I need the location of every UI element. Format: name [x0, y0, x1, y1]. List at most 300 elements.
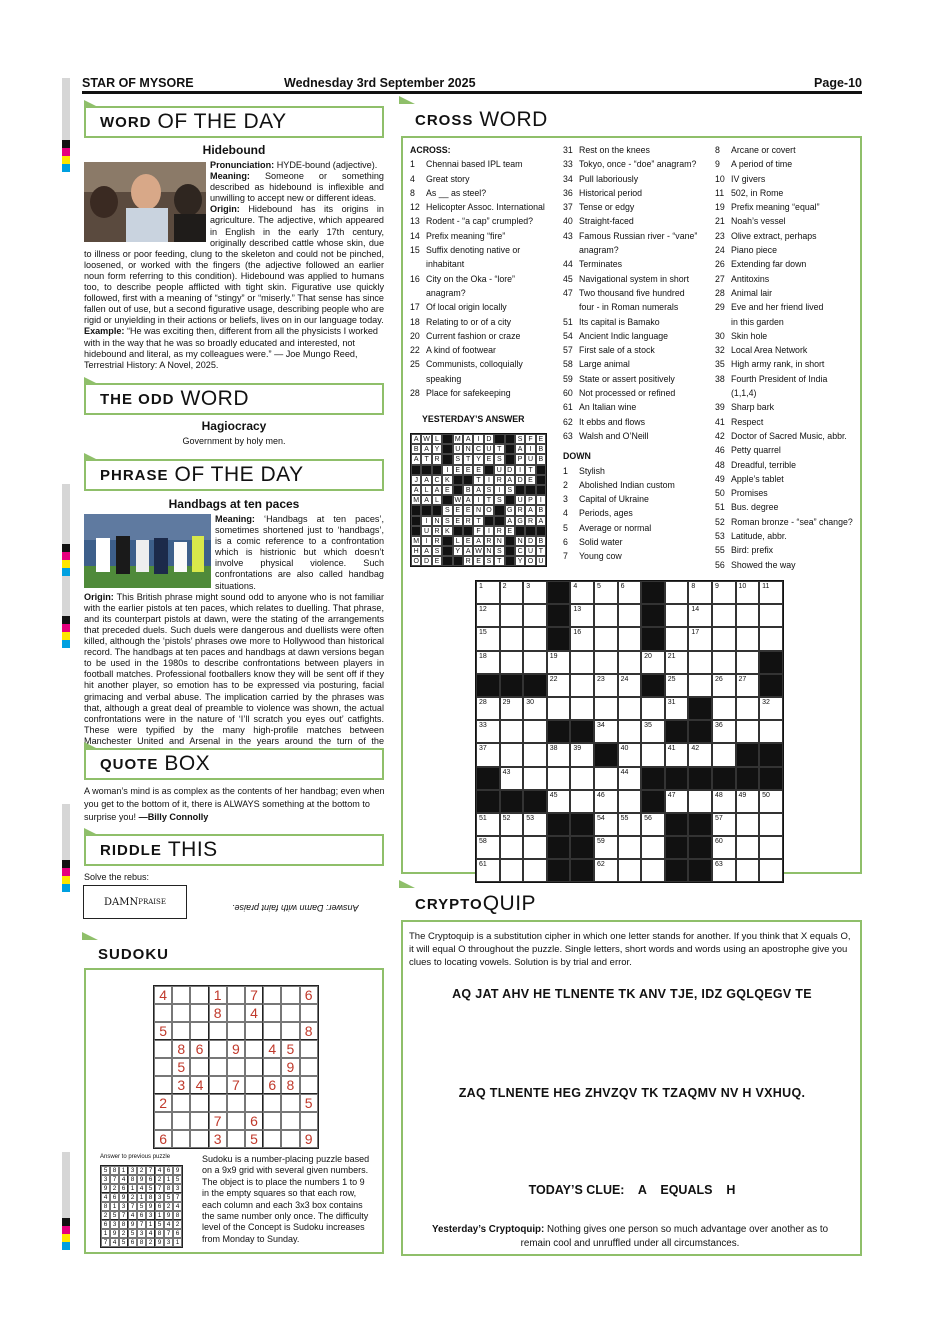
yesterday-cell: D	[515, 475, 525, 485]
crossword-cell[interactable]	[688, 604, 712, 627]
yesterday-cell: T	[463, 454, 473, 464]
sudoku-answer-cell: 1	[164, 1175, 173, 1184]
yesterday-cell	[411, 516, 421, 526]
sudoku-cell[interactable]	[227, 1058, 245, 1076]
crossword-black-cell	[476, 790, 500, 813]
crossword-cell[interactable]	[476, 604, 500, 627]
crossword-cell[interactable]	[736, 720, 760, 743]
crossword-cell[interactable]	[476, 627, 500, 650]
yesterday-cell: I	[515, 465, 525, 475]
crossword-black-cell	[712, 767, 736, 790]
sudoku-cell[interactable]	[263, 1004, 281, 1022]
crossword-cell[interactable]	[500, 627, 524, 650]
crossword-cell[interactable]	[618, 697, 642, 720]
clue-item	[563, 200, 713, 214]
crossword-cell[interactable]	[476, 697, 500, 720]
crossword-cell[interactable]	[618, 720, 642, 743]
crossword-cell[interactable]	[759, 604, 783, 627]
crossword-cell[interactable]	[641, 720, 665, 743]
crossword-black-cell	[641, 767, 665, 790]
sudoku-cell[interactable]	[281, 1094, 299, 1112]
clue-item	[715, 458, 860, 472]
sudoku-cell[interactable]	[263, 1022, 281, 1040]
clue-text: Doctor of Sacred Music, abbr.	[731, 430, 847, 441]
crossword-cell[interactable]	[665, 697, 689, 720]
sudoku-cell[interactable]	[245, 1094, 263, 1112]
crossword-cell[interactable]	[594, 697, 618, 720]
header-small-caps: THE ODD	[100, 390, 175, 408]
crossword-cell[interactable]	[570, 604, 594, 627]
clue-item	[715, 357, 860, 371]
down-title: DOWN	[563, 451, 591, 462]
sudoku-answer-cell: 1	[101, 1229, 110, 1238]
crossword-cell[interactable]	[476, 581, 500, 604]
yesterday-cell	[505, 454, 515, 464]
sudoku-cell[interactable]	[300, 1004, 318, 1022]
sudoku-cell[interactable]	[245, 1022, 263, 1040]
crossword-cell[interactable]	[736, 697, 760, 720]
header-big: BOX	[164, 752, 211, 775]
crossword-cell[interactable]	[688, 790, 712, 813]
yesterday-cell: E	[484, 454, 494, 464]
cell-number: 50	[762, 791, 770, 799]
crossword-cell[interactable]	[688, 674, 712, 697]
crossword-cell[interactable]	[736, 836, 760, 859]
sudoku-answer-cell: 7	[164, 1229, 173, 1238]
yesterday-cell	[494, 505, 504, 515]
sudoku-cell[interactable]	[172, 986, 190, 1004]
sudoku-grid[interactable]	[153, 985, 319, 1149]
cell-number: 36	[714, 722, 723, 730]
crossword-cell[interactable]	[712, 859, 736, 882]
crossword-cell[interactable]	[594, 813, 618, 836]
yesterday-cell: N	[463, 444, 473, 454]
crossword-cell[interactable]	[476, 859, 500, 882]
crossword-cell[interactable]	[759, 627, 783, 650]
sudoku-answer-cell: 4	[101, 1193, 110, 1202]
sudoku-cell[interactable]	[281, 1004, 299, 1022]
crossword-cell[interactable]	[618, 790, 642, 813]
crossword-cell[interactable]	[594, 604, 618, 627]
sudoku-cell[interactable]	[172, 1004, 190, 1022]
yesterday-cell: U	[484, 444, 494, 454]
crossword-black-cell	[476, 767, 500, 790]
crossword-cell[interactable]	[523, 720, 547, 743]
sudoku-cell[interactable]	[190, 1130, 208, 1148]
crossword-cell[interactable]	[759, 813, 783, 836]
crossword-cell[interactable]	[759, 581, 783, 604]
clue-text: Its capital is Bamako	[579, 316, 660, 327]
newspaper-name: STAR OF MYSORE	[82, 76, 194, 90]
crossword-cell[interactable]	[712, 651, 736, 674]
clue-item	[563, 272, 713, 286]
clue-text: As __ as steel?	[426, 187, 487, 198]
crossword-cell[interactable]	[759, 720, 783, 743]
yesterday-cell: I	[442, 465, 452, 475]
sudoku-cell[interactable]	[154, 1058, 172, 1076]
crossword-cell[interactable]	[476, 651, 500, 674]
crossword-cell[interactable]	[500, 743, 524, 766]
sudoku-cell[interactable]	[154, 1040, 172, 1058]
sudoku-cell[interactable]	[172, 1130, 190, 1148]
sudoku-cell[interactable]	[209, 1040, 227, 1058]
crossword-cell[interactable]	[712, 790, 736, 813]
clue-item	[410, 272, 558, 286]
yesterday-cell	[453, 526, 463, 536]
crossword-cell[interactable]	[570, 651, 594, 674]
yesterday-cell: I	[484, 475, 494, 485]
crossword-cell[interactable]	[688, 581, 712, 604]
clue-item	[715, 529, 860, 543]
sudoku-cell[interactable]	[227, 986, 245, 1004]
crossword-cell[interactable]	[500, 697, 524, 720]
clue-item	[410, 315, 558, 329]
yesterday-cell: R	[432, 454, 442, 464]
registration-marks-bottom	[62, 1152, 70, 1250]
crossword-cell[interactable]	[665, 627, 689, 650]
sudoku-cell[interactable]	[209, 1094, 227, 1112]
sudoku-cell[interactable]	[190, 1094, 208, 1112]
sudoku-answer-cell: 8	[137, 1238, 146, 1247]
cell-number: 5	[596, 583, 601, 590]
clue-number: 8	[410, 187, 415, 198]
sudoku-cell: 7	[245, 986, 263, 1004]
crossword-cell[interactable]	[594, 674, 618, 697]
yesterday-cell: K	[442, 475, 452, 485]
registration-marks-lower	[62, 804, 70, 892]
cell-number: 11	[762, 583, 770, 590]
sudoku-cell[interactable]	[281, 1130, 299, 1148]
crossword-cell[interactable]	[594, 627, 618, 650]
yesterday-cell: A	[473, 536, 483, 546]
sudoku-cell[interactable]	[263, 986, 281, 1004]
crossword-cell[interactable]	[759, 836, 783, 859]
crossword-cell[interactable]	[547, 651, 571, 674]
crossword-cell[interactable]	[476, 743, 500, 766]
sudoku-answer-grid	[100, 1165, 183, 1248]
label-origin: Origin:	[210, 204, 240, 215]
sudoku-cell[interactable]	[281, 986, 299, 1004]
crossword-cell[interactable]	[641, 743, 665, 766]
sudoku-cell[interactable]	[245, 1058, 263, 1076]
crossword-cell[interactable]	[523, 651, 547, 674]
yesterday-cell: E	[473, 556, 483, 566]
crossword-cell[interactable]	[736, 651, 760, 674]
sudoku-cell[interactable]	[154, 1076, 172, 1094]
sudoku-cell[interactable]	[172, 1112, 190, 1130]
yesterday-cell	[484, 516, 494, 526]
sudoku-cell[interactable]	[154, 1004, 172, 1022]
yesterday-cell: B	[536, 454, 546, 464]
crossword-cell[interactable]	[736, 604, 760, 627]
crossword-cell[interactable]	[594, 790, 618, 813]
sudoku-cell[interactable]	[154, 1112, 172, 1130]
clue-text: Two thousand five hundred	[579, 287, 685, 298]
crossword-cell[interactable]	[641, 859, 665, 882]
sudoku-cell[interactable]	[209, 1058, 227, 1076]
sudoku-cell[interactable]	[245, 1076, 263, 1094]
crossword-cell[interactable]	[736, 627, 760, 650]
crossword-cell[interactable]	[641, 813, 665, 836]
crossword-cell[interactable]	[523, 743, 547, 766]
crossword-cell[interactable]	[594, 581, 618, 604]
crossword-cell[interactable]	[712, 674, 736, 697]
crossword-cell[interactable]	[570, 743, 594, 766]
crossword-cell[interactable]	[618, 859, 642, 882]
crossword-cell[interactable]	[665, 674, 689, 697]
sudoku-answer-cell: 9	[101, 1184, 110, 1193]
crossword-cell[interactable]	[547, 697, 571, 720]
sudoku-answer-cell: 1	[173, 1238, 182, 1247]
clue-item	[563, 492, 713, 506]
sudoku-cell[interactable]	[209, 1076, 227, 1094]
sudoku-cell[interactable]	[190, 986, 208, 1004]
cell-number: 33	[479, 722, 487, 730]
yesterday-cell: Y	[515, 556, 525, 566]
clue-number: 27	[715, 273, 725, 284]
crossword-cell[interactable]	[594, 720, 618, 743]
yesterday-cell: O	[484, 505, 494, 515]
crossword-cell[interactable]	[570, 674, 594, 697]
crossword-cell[interactable]	[712, 813, 736, 836]
crossword-cell[interactable]	[523, 767, 547, 790]
crossword-cell[interactable]	[618, 836, 642, 859]
crossword-cell[interactable]	[688, 627, 712, 650]
clue-number: 17	[410, 302, 420, 313]
header-small-caps: SUDOKU	[98, 945, 170, 963]
crossword-cell[interactable]	[500, 767, 524, 790]
crossword-cell[interactable]	[759, 859, 783, 882]
crossword-cell[interactable]	[618, 743, 642, 766]
crossword-black-cell	[570, 836, 594, 859]
crossword-cell[interactable]	[570, 581, 594, 604]
sudoku-cell: 8	[281, 1076, 299, 1094]
sudoku-cell[interactable]	[227, 1022, 245, 1040]
crossword-cell[interactable]	[712, 836, 736, 859]
sudoku-cell[interactable]	[263, 1094, 281, 1112]
sudoku-answer-cell: 2	[101, 1211, 110, 1220]
sudoku-cell[interactable]	[263, 1112, 281, 1130]
sudoku-answer-cell: 4	[155, 1166, 164, 1175]
crossword-cell[interactable]	[665, 604, 689, 627]
sudoku-cell[interactable]	[190, 1058, 208, 1076]
crossword-cell[interactable]	[618, 604, 642, 627]
crossword-cell[interactable]	[594, 859, 618, 882]
crossword-cell[interactable]	[712, 627, 736, 650]
clue-item	[410, 229, 558, 243]
crossword-cell[interactable]	[712, 697, 736, 720]
crossword-cell[interactable]	[712, 604, 736, 627]
crossword-black-cell	[570, 813, 594, 836]
cell-number: 52	[502, 814, 511, 822]
clue-item	[563, 214, 713, 228]
clue-number: 52	[715, 516, 725, 527]
sudoku-cell[interactable]	[190, 1022, 208, 1040]
sudoku-answer-cell: 6	[146, 1175, 155, 1184]
crossword-cell[interactable]	[759, 790, 783, 813]
header-small-caps: CRYPTO	[415, 895, 483, 913]
yesterday-cell: F	[473, 526, 483, 536]
crossword-cell[interactable]	[736, 813, 760, 836]
crossword-black-cell	[665, 836, 689, 859]
crossword-cell[interactable]	[665, 581, 689, 604]
sudoku-cell[interactable]	[281, 1022, 299, 1040]
yesterday-cell: U	[421, 526, 431, 536]
crossword-cell[interactable]	[665, 743, 689, 766]
registration-marks-middle	[62, 484, 70, 648]
crossword-cell[interactable]	[665, 651, 689, 674]
crossword-cell[interactable]	[547, 767, 571, 790]
crossword-cell[interactable]	[476, 813, 500, 836]
sudoku-answer-cell: 6	[137, 1211, 146, 1220]
yesterday-cell: D	[525, 536, 535, 546]
yesterday-cell	[515, 485, 525, 495]
crossword-grid[interactable]	[475, 580, 784, 883]
crossword-cell[interactable]	[736, 859, 760, 882]
crossword-cell[interactable]	[523, 581, 547, 604]
crossword-cell[interactable]	[618, 767, 642, 790]
cell-number: 8	[691, 583, 696, 590]
crossword-cell[interactable]	[547, 674, 571, 697]
crossword-cell[interactable]	[547, 790, 571, 813]
clue-text: Animal lair	[731, 287, 773, 298]
crossword-black-cell	[759, 767, 783, 790]
yesterday-cell: J	[411, 475, 421, 485]
crossword-cell[interactable]	[523, 697, 547, 720]
sudoku-answer-cell: 2	[164, 1202, 173, 1211]
clue-number: 63	[563, 430, 573, 441]
crossword-cell[interactable]	[618, 581, 642, 604]
sudoku-cell[interactable]	[300, 1112, 318, 1130]
crossword-cell[interactable]	[736, 581, 760, 604]
yesterday-cell	[442, 434, 452, 444]
yesterday-cell	[442, 454, 452, 464]
crossword-cell[interactable]	[570, 627, 594, 650]
crossword-cell[interactable]	[500, 651, 524, 674]
crossword-cell[interactable]	[500, 859, 524, 882]
crossword-cell[interactable]	[594, 836, 618, 859]
crossword-cell[interactable]	[712, 720, 736, 743]
quote-text	[84, 785, 386, 824]
crossword-cell[interactable]	[500, 604, 524, 627]
crossword-cell[interactable]	[688, 743, 712, 766]
crossword-cell[interactable]	[500, 836, 524, 859]
sudoku-answer-cell: 1	[137, 1193, 146, 1202]
crossword-cell[interactable]	[618, 651, 642, 674]
sudoku-cell[interactable]	[245, 1040, 263, 1058]
crossword-cell[interactable]	[688, 651, 712, 674]
crossword-cell[interactable]	[500, 720, 524, 743]
crossword-black-cell	[547, 859, 571, 882]
clue-number: 54	[563, 330, 573, 341]
crossword-cell[interactable]	[712, 743, 736, 766]
sudoku-cell: 5	[300, 1094, 318, 1112]
clue-number: 44	[563, 259, 573, 270]
sudoku-cell[interactable]	[172, 1022, 190, 1040]
sudoku-cell[interactable]	[209, 1022, 227, 1040]
sudoku-cell[interactable]	[263, 1130, 281, 1148]
sudoku-answer-cell: 3	[155, 1193, 164, 1202]
crossword-cell[interactable]	[476, 720, 500, 743]
sudoku-cell: 4	[245, 1004, 263, 1022]
crossword-cell[interactable]	[618, 674, 642, 697]
crossword-cell[interactable]	[523, 813, 547, 836]
crossword-cell[interactable]	[641, 651, 665, 674]
crossword-cell[interactable]	[618, 627, 642, 650]
sudoku-cell[interactable]	[300, 1058, 318, 1076]
crossword-cell[interactable]	[547, 743, 571, 766]
sudoku-cell[interactable]	[263, 1058, 281, 1076]
sudoku-cell[interactable]	[300, 1076, 318, 1094]
sudoku-cell[interactable]	[227, 1112, 245, 1130]
crossword-cell[interactable]	[570, 790, 594, 813]
down-clues-col3	[715, 143, 860, 572]
sudoku-cell[interactable]	[172, 1094, 190, 1112]
crossword-cell[interactable]	[570, 697, 594, 720]
cell-number: 38	[549, 745, 558, 753]
yesterday-cell	[505, 536, 515, 546]
crossword-cell[interactable]	[523, 604, 547, 627]
yesterday-cell: M	[453, 434, 463, 444]
sudoku-cell[interactable]	[227, 1130, 245, 1148]
clue-number: 13	[410, 216, 420, 227]
crossword-cell[interactable]	[736, 674, 760, 697]
sudoku-cell[interactable]	[227, 1094, 245, 1112]
sudoku-cell[interactable]	[227, 1004, 245, 1022]
sudoku-answer-cell: 4	[110, 1238, 119, 1247]
crossword-cell[interactable]	[641, 697, 665, 720]
crossword-cell[interactable]	[759, 697, 783, 720]
sudoku-cell[interactable]	[300, 1040, 318, 1058]
crossword-cell[interactable]	[618, 813, 642, 836]
sudoku-answer-cell: 3	[146, 1211, 155, 1220]
clue-item	[715, 315, 860, 329]
yesterday-cell: N	[432, 516, 442, 526]
crossword-cell[interactable]	[500, 581, 524, 604]
crossword-cell[interactable]	[500, 813, 524, 836]
clue-item	[410, 243, 558, 257]
clue-text: Arcane or covert	[731, 145, 796, 155]
sudoku-answer-cell: 1	[128, 1184, 137, 1193]
cell-number: 6	[620, 583, 625, 590]
crossword-cell[interactable]	[594, 767, 618, 790]
crossword-cell[interactable]	[476, 836, 500, 859]
crossword-black-cell	[665, 767, 689, 790]
crossword-cell[interactable]	[523, 859, 547, 882]
yesterday-cell: U	[525, 546, 535, 556]
crossword-cell[interactable]	[570, 767, 594, 790]
sudoku-cell[interactable]	[281, 1112, 299, 1130]
crossword-cell[interactable]	[736, 790, 760, 813]
sudoku-cell[interactable]	[190, 1004, 208, 1022]
sudoku-answer-cell: 5	[128, 1229, 137, 1238]
crossword-cell[interactable]	[665, 790, 689, 813]
crossword-cell[interactable]	[712, 581, 736, 604]
crossword-cell[interactable]	[594, 651, 618, 674]
cell-number: 42	[691, 745, 700, 753]
yesterday-cell: I	[484, 526, 494, 536]
sudoku-cell[interactable]	[190, 1112, 208, 1130]
crossword-cell[interactable]	[641, 836, 665, 859]
crossword-cell[interactable]	[523, 627, 547, 650]
sudoku-cell: 9	[281, 1058, 299, 1076]
crossword-black-cell	[641, 604, 665, 627]
clue-number: 57	[563, 345, 573, 356]
sudoku-header	[84, 940, 384, 970]
crossword-cell[interactable]	[523, 836, 547, 859]
clue-number: 9	[715, 159, 720, 170]
clue-number: 26	[715, 259, 725, 270]
